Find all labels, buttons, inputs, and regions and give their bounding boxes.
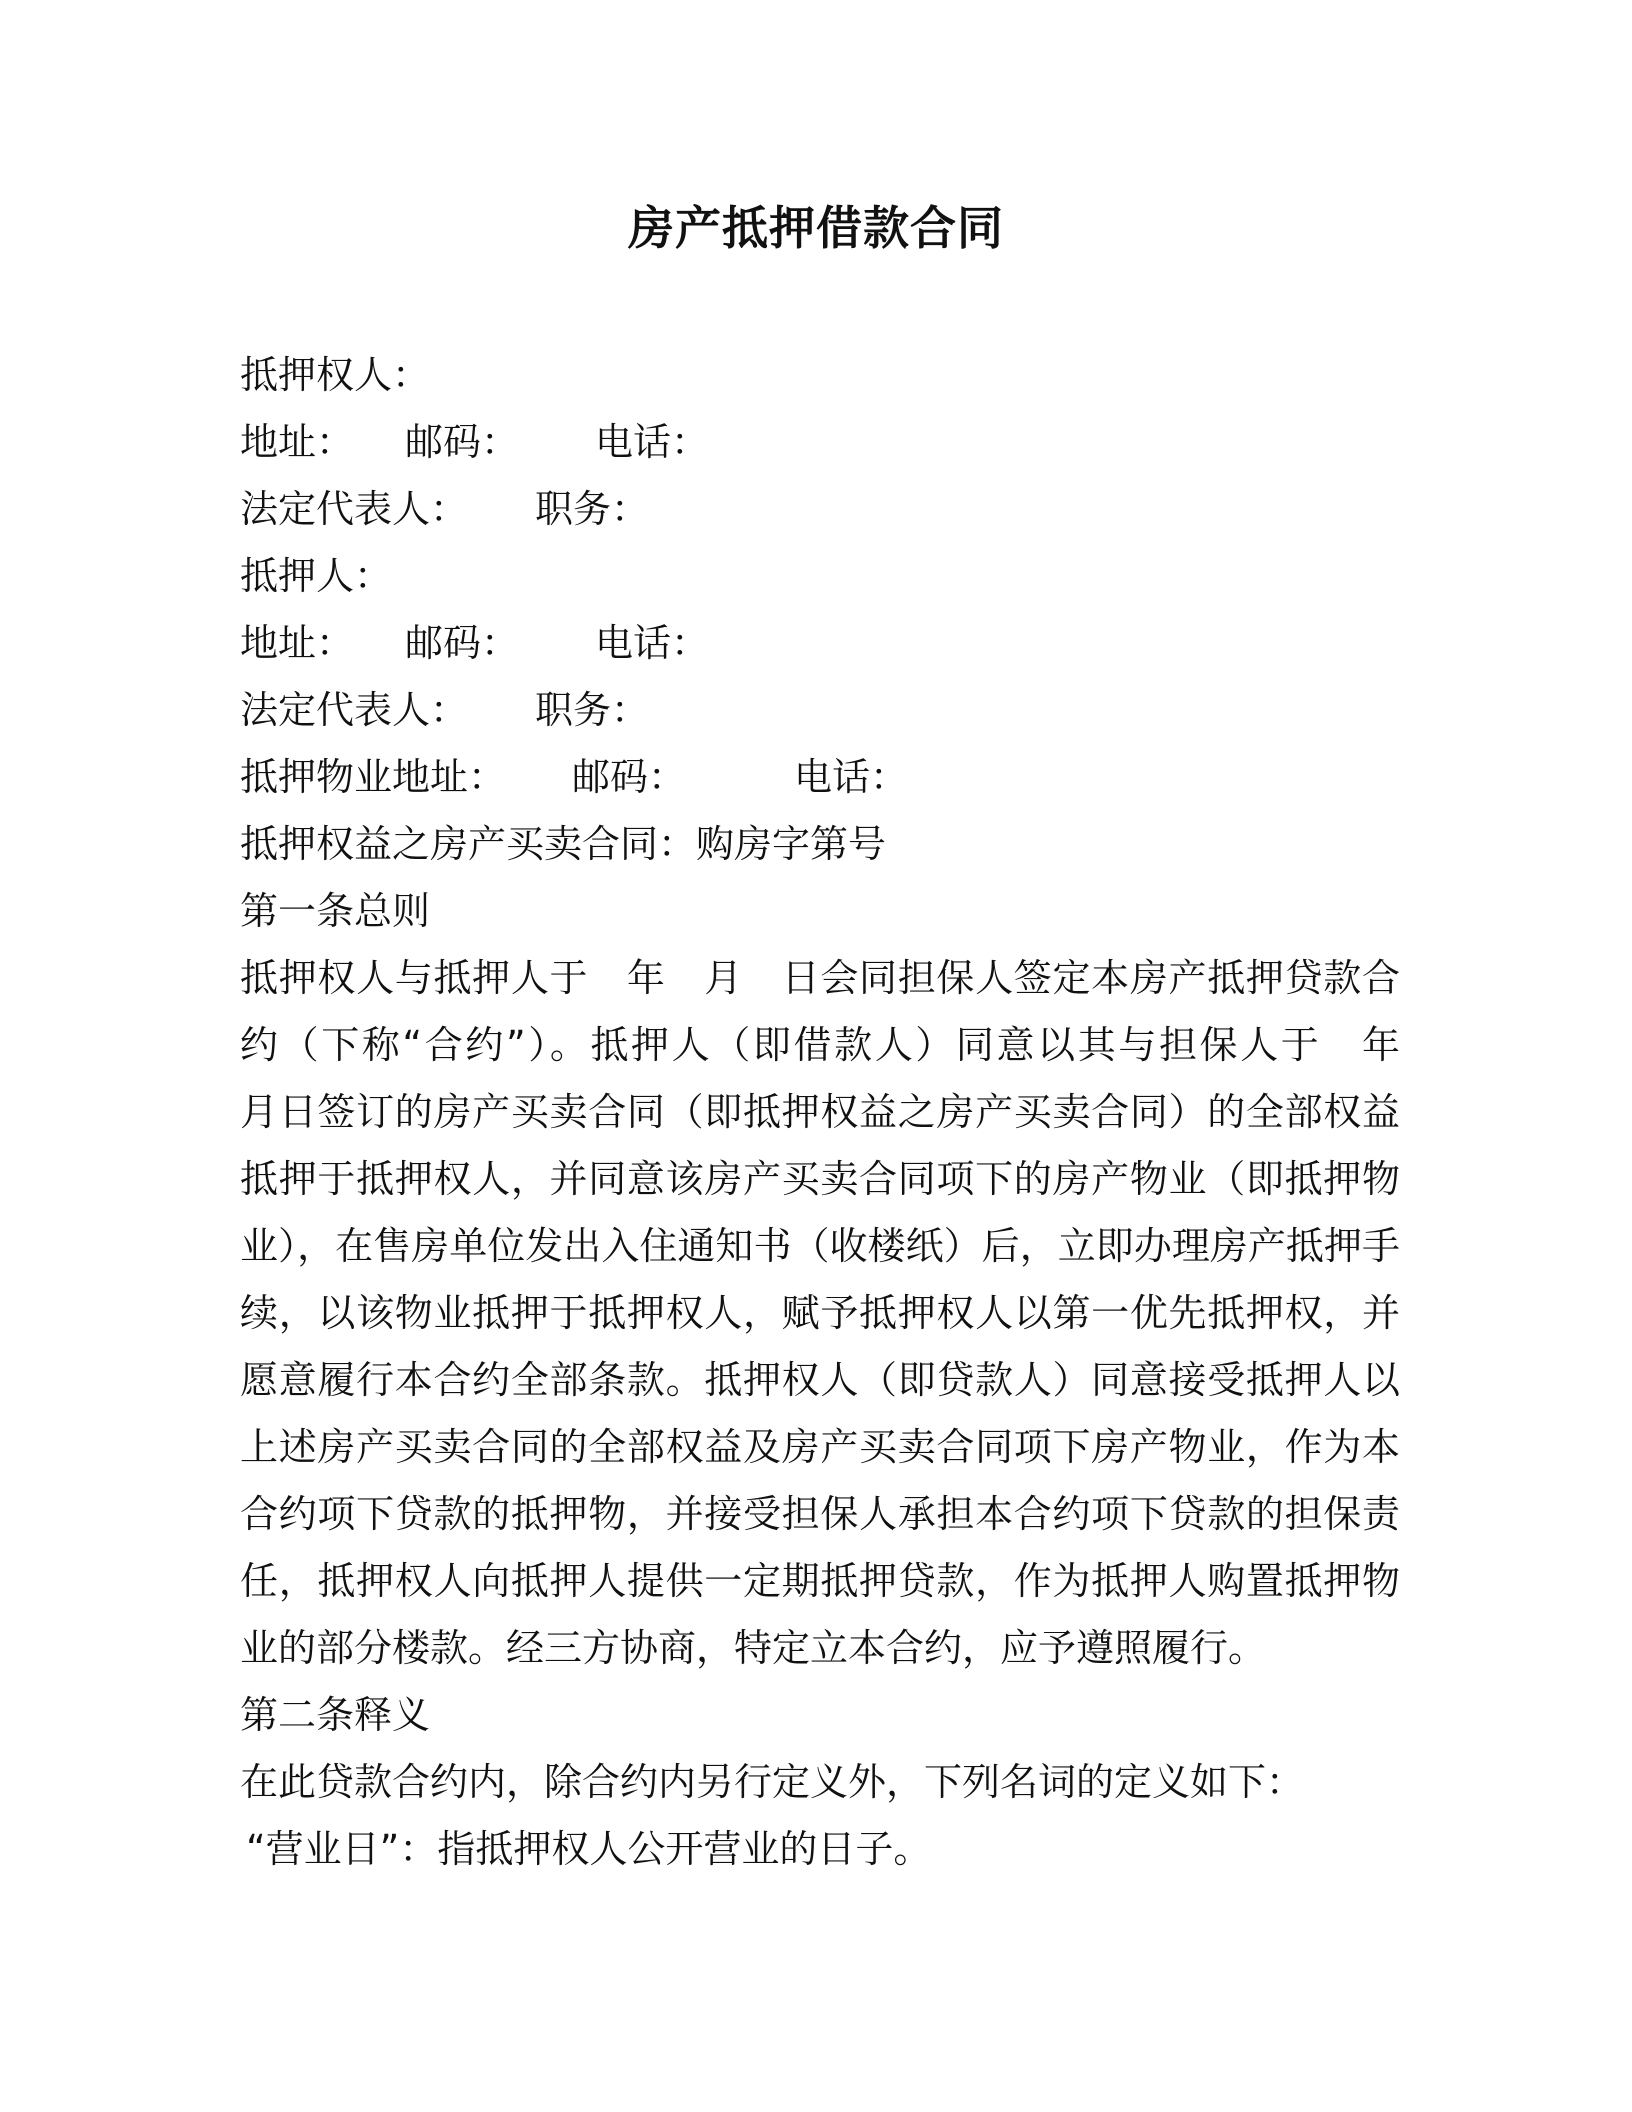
article-1-heading: 第一条总则 bbox=[240, 889, 431, 933]
mortgagor-label: 抵押人： bbox=[240, 554, 393, 598]
mortgagor-contact-line bbox=[240, 610, 1400, 677]
mortgagor-position-label: 职务： bbox=[535, 688, 650, 732]
mortgagor-address-label: 地址： bbox=[240, 621, 355, 665]
property-phone-label: 电话： bbox=[794, 755, 909, 799]
property-line bbox=[240, 744, 1400, 811]
mortgagee-representative-line bbox=[240, 476, 1400, 543]
article-2-intro: 在此贷款合约内，除合约内另行定义外，下列名词的定义如下： bbox=[240, 1760, 1305, 1804]
mortgagor-postcode-label: 邮码： bbox=[405, 621, 520, 665]
article-2-heading: 第二条释义 bbox=[240, 1693, 431, 1737]
mortgagor-line bbox=[240, 543, 1400, 610]
mortgagee-phone-label: 电话： bbox=[595, 420, 710, 464]
purchase-contract-label: 抵押权益之房产买卖合同：购房字第号 bbox=[240, 822, 887, 866]
mortgagee-address-label: 地址： bbox=[240, 420, 355, 464]
mortgagee-line bbox=[240, 342, 1400, 409]
document-title: 房产抵押借款合同 bbox=[628, 201, 1004, 255]
mortgagee-label: 抵押权人： bbox=[240, 353, 431, 397]
contract-body bbox=[240, 342, 1439, 1883]
property-address-label: 抵押物业地址： bbox=[240, 755, 507, 799]
mortgagee-legal-rep-label: 法定代表人： bbox=[240, 487, 469, 531]
mortgagee-contact-line bbox=[240, 409, 1400, 476]
mortgagor-legal-rep-label: 法定代表人： bbox=[240, 688, 469, 732]
property-postcode-label: 邮码： bbox=[572, 755, 687, 799]
mortgagee-postcode-label: 邮码： bbox=[405, 420, 520, 464]
article-2-definition-business-day: “营业日”：指抵押权人公开营业的日子。 bbox=[246, 1827, 932, 1871]
purchase-contract-line bbox=[240, 811, 1400, 878]
article-1-body: 抵押权人与抵押人于 年 月 日会同担保人签定本房产抵押贷款合约（下称“合约”）。抵押人（即借款人）同意以其与担保人于 年 月日签订的房产买卖合同（即抵押权益之房产买卖合同）的全部权益抵押于抵押权人，并同意该房产买卖合同项下的房产物业（即抵押物业），在售房单位发出入住通知书（收楼纸）后，立即办理房产抵押手续，以该物业抵押于抵押权人，赋予抵押权人以第一优先抵押权，并愿意履行本合约全部条款。抵押权人（即贷款人）同意接受抵押人以上述房产买卖合同的全部权益及房产买卖合同项下房产物业，作为本合约项下贷款的抵押物，并接受担保人承担本合约项下贷款的担保责任，抵押权人向抵押人提供一定期抵押贷款，作为抵押人购置抵押物业的部分楼款。经三方协商，特定立本合约，应予遵照履行。 bbox=[240, 956, 1439, 1670]
mortgagee-position-label: 职务： bbox=[535, 487, 650, 531]
mortgagor-representative-line bbox=[240, 677, 1400, 744]
mortgagor-phone-label: 电话： bbox=[595, 621, 710, 665]
